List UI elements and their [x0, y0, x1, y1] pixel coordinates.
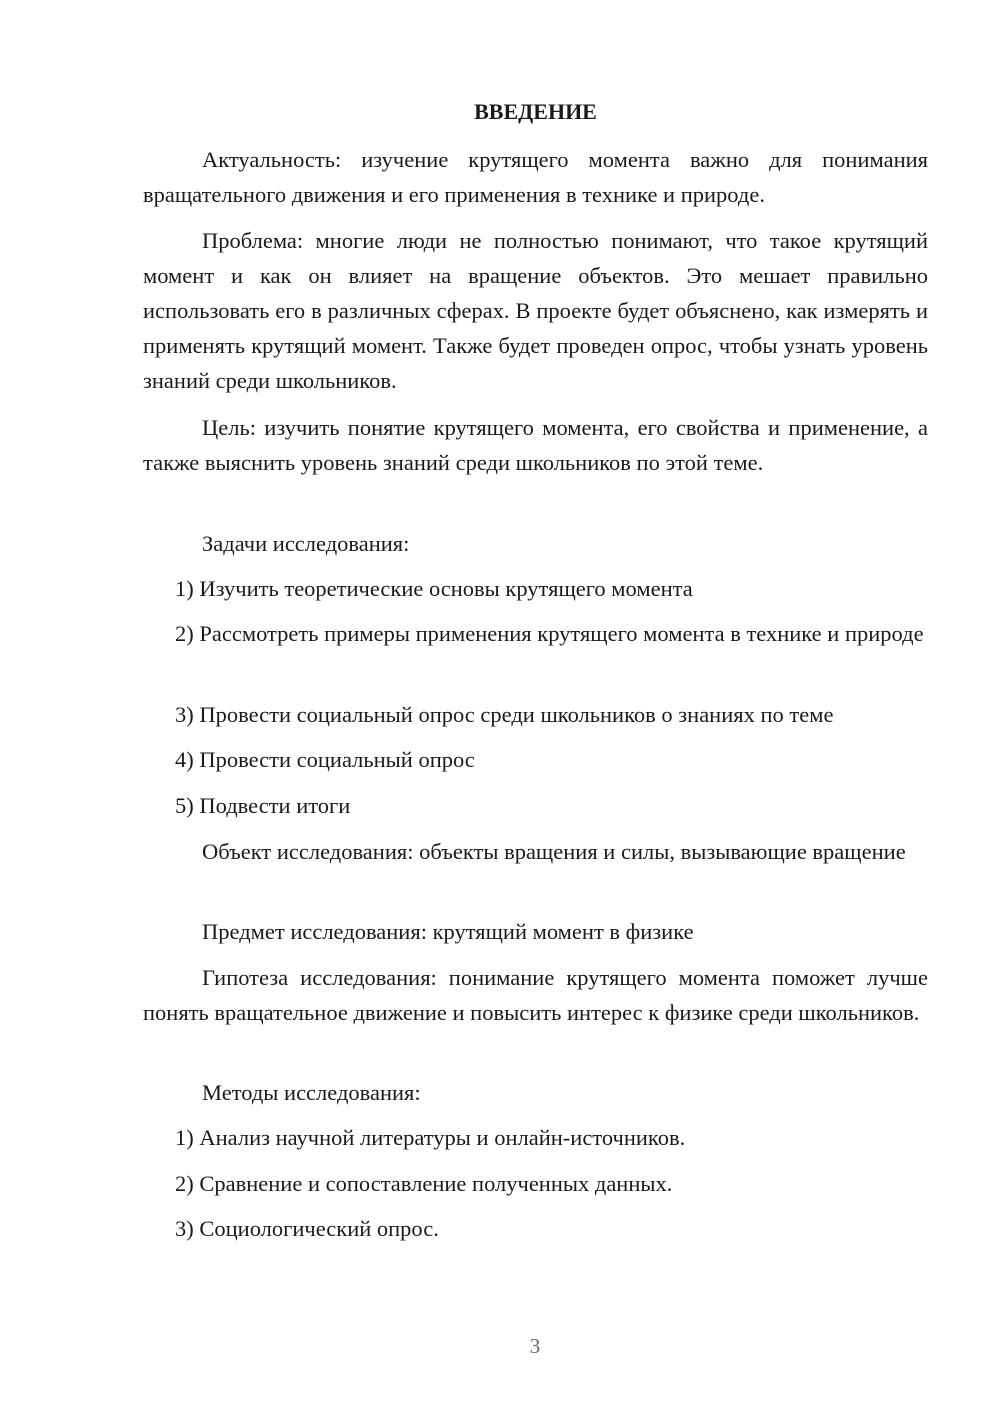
task-item: 1) Изучить теоретические основы крутящего момента — [175, 576, 693, 601]
section-heading: ВВЕДЕНИЕ — [474, 99, 597, 124]
page-number: 3 — [529, 1334, 541, 1358]
methods-title: Методы исследования: — [202, 1080, 421, 1105]
hypothesis-paragraph: Гипотеза исследования: понимание крутящего момента поможет лучше понять вращательное движение и повысить интерес к физике среди школьников. — [143, 965, 928, 1025]
tasks-title: Задачи исследования: — [202, 531, 410, 556]
relevance-paragraph: Актуальность: изучение крутящего момента важно для понимания вращательного движения и его применения в технике и природе. — [143, 147, 928, 207]
problem-paragraph: Проблема: многие люди не полностью понимают, что такое крутящий момент и как он влияет на вращение объектов. Это мешает правильно использовать его в различных сферах. В проекте будет объяснено, как измерять и применять крутящий момент. Также будет проведен опрос, чтобы узнать уровень знаний среди школьников. — [143, 228, 928, 393]
method-item: 1) Анализ научной литературы и онлайн-источников. — [175, 1125, 686, 1150]
object-paragraph: Объект исследования: объекты вращения и силы, вызывающие вращение — [202, 839, 906, 864]
subject-paragraph: Предмет исследования: крутящий момент в физике — [202, 919, 694, 944]
goal-paragraph: Цель: изучить понятие крутящего момента, его свойства и применение, а также выяснить уровень знаний среди школьников по этой теме. — [143, 415, 928, 475]
method-item: 2) Сравнение и сопоставление полученных данных. — [175, 1171, 673, 1196]
task-item: 2) Рассмотреть примеры применения крутящего момента в технике и природе — [175, 621, 924, 646]
task-item: 5) Подвести итоги — [175, 793, 351, 818]
task-item: 4) Провести социальный опрос — [175, 747, 475, 772]
method-item: 3) Социологический опрос. — [175, 1216, 439, 1241]
task-item: 3) Провести социальный опрос среди школьников о знаниях по теме — [175, 702, 834, 727]
